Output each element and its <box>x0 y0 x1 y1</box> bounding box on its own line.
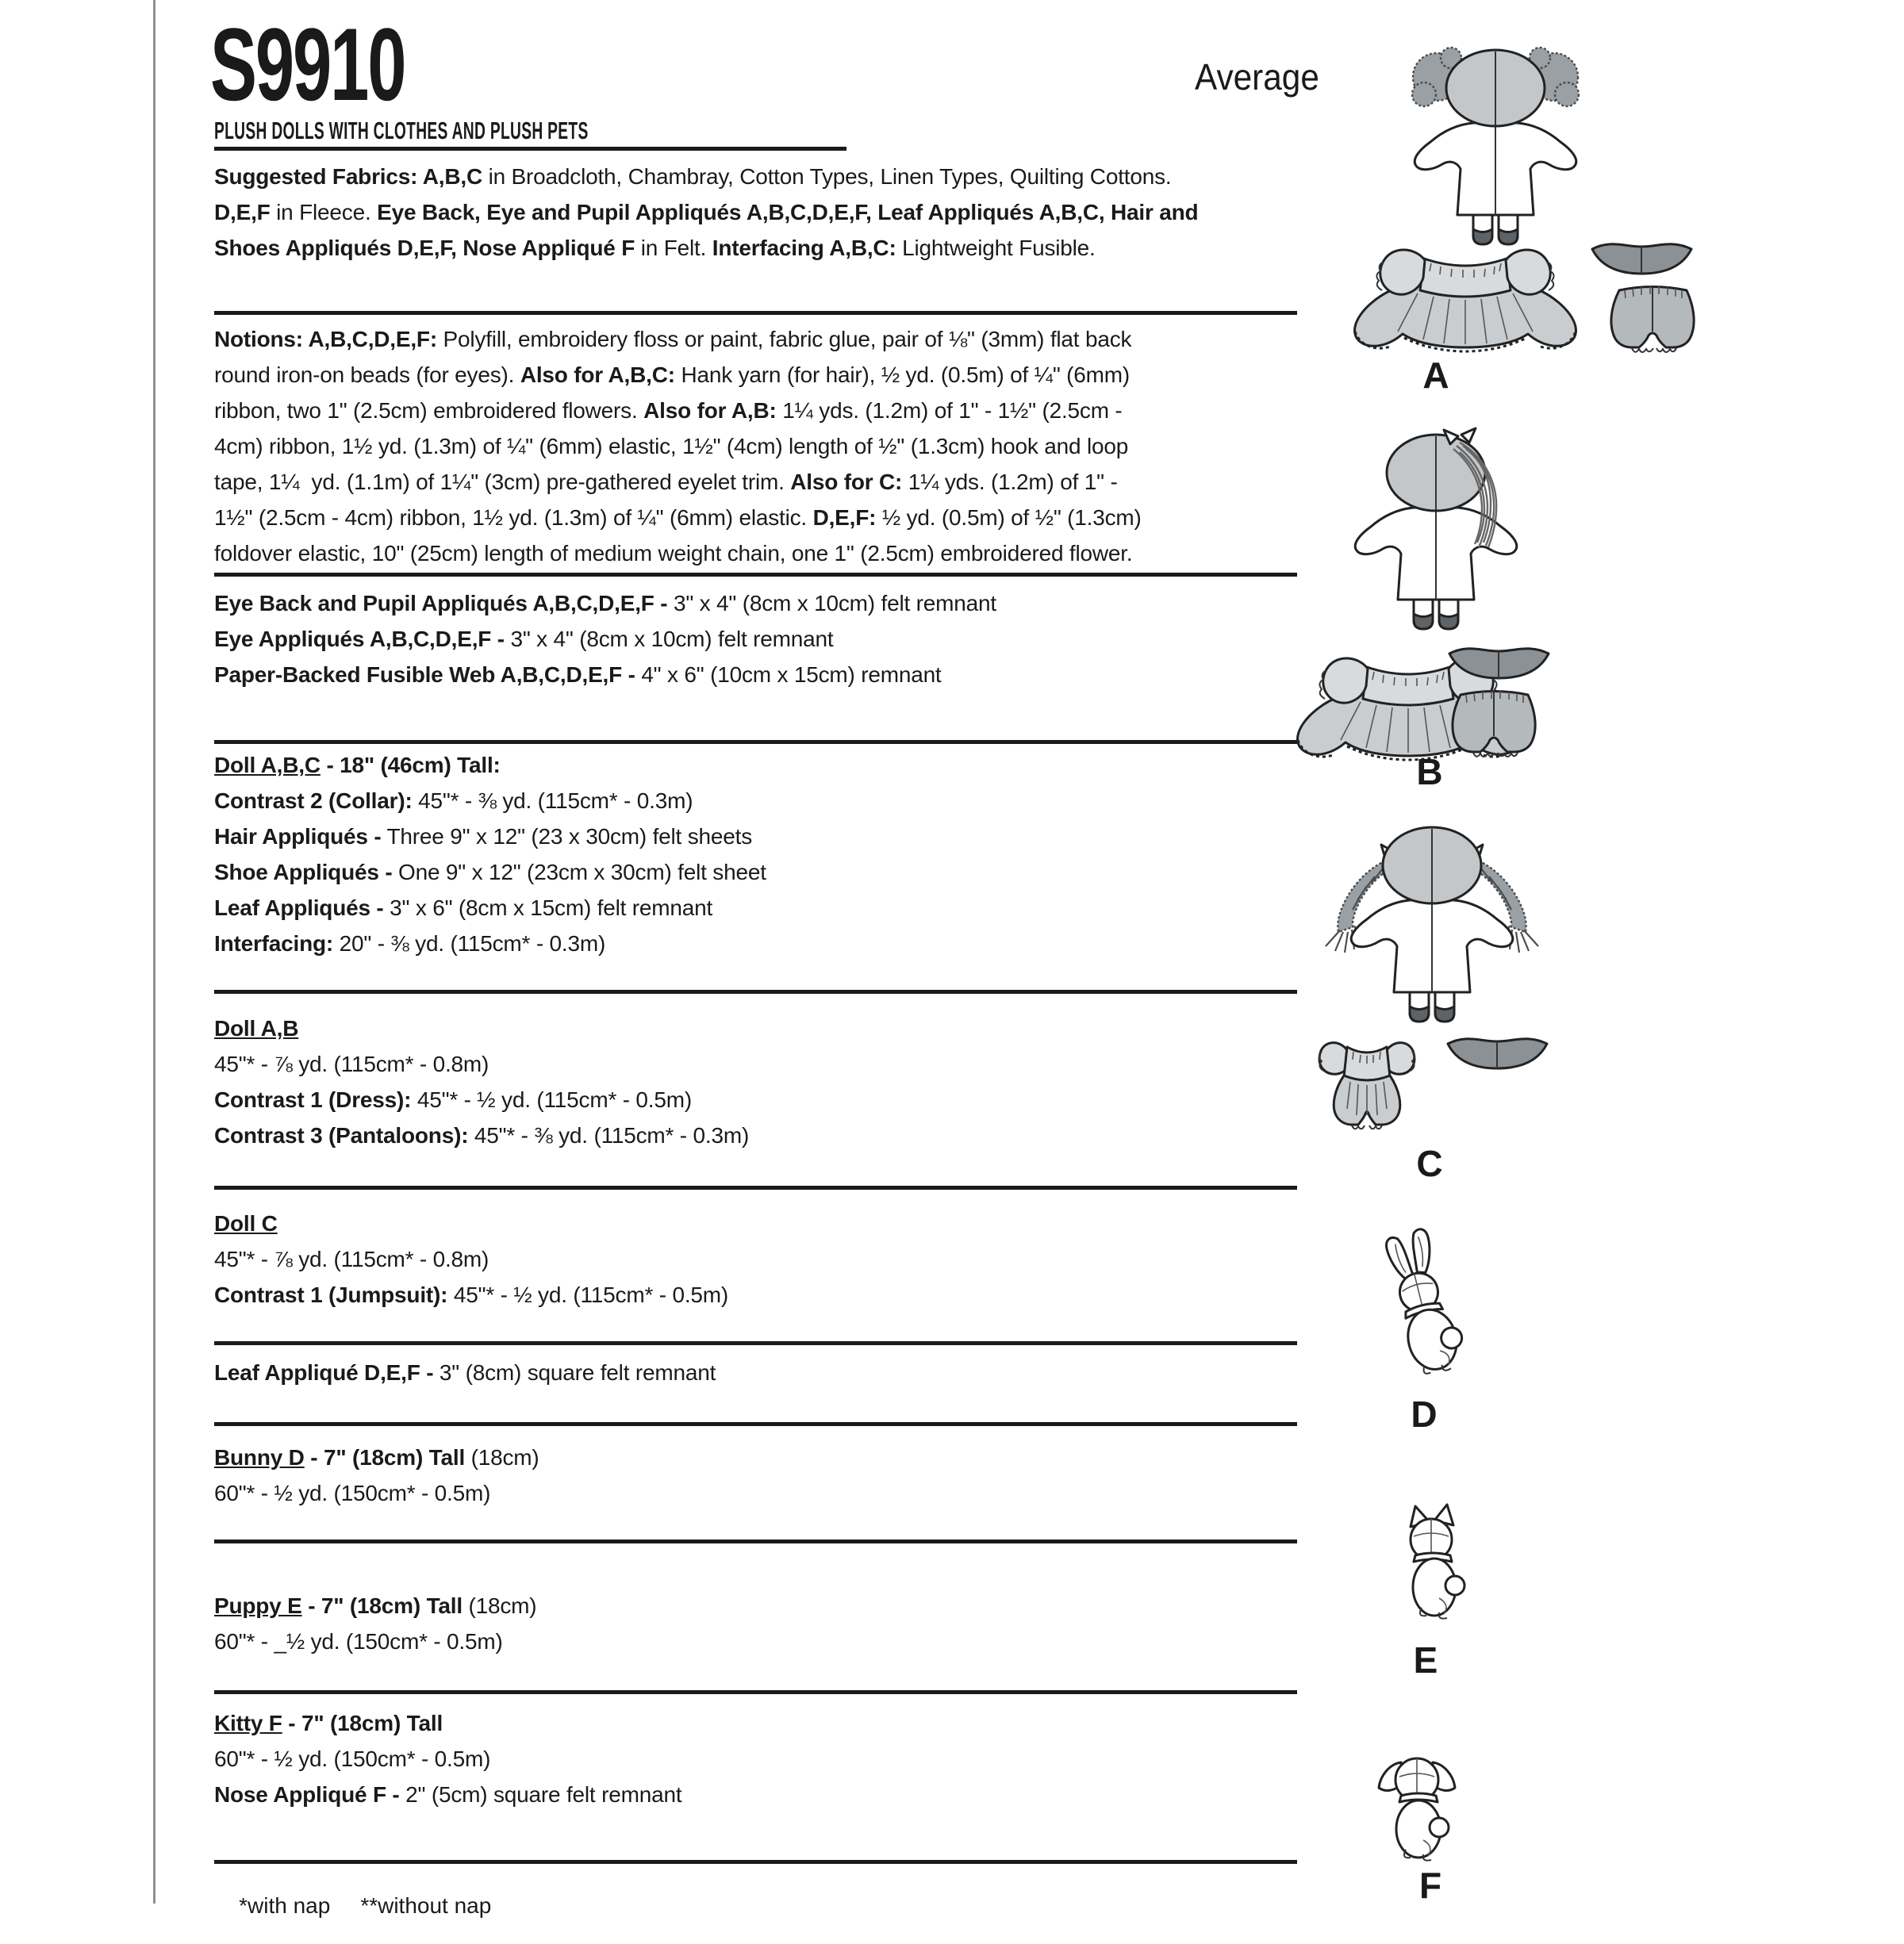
text-line: 45"* - ⅞ yd. (115cm* - 0.8m) <box>214 1247 489 1271</box>
text-line: 60"* - ½ yd. (150cm* - 0.5m) <box>214 1481 491 1505</box>
jumpsuit-c-illustration <box>1315 1030 1418 1133</box>
text-line: Kitty F - 7" (18cm) Tall <box>214 1711 443 1735</box>
text-line: Contrast 2 (Collar): 45"* - ⅜ yd. (115cm* - 0.3m) <box>214 788 693 813</box>
text-line: Contrast 3 (Pantaloons): 45"* - ⅜ yd. (115cm* - 0.3m) <box>214 1123 750 1148</box>
divider-above-puppy-e <box>214 1539 1297 1543</box>
puppy-e-illustration <box>1387 1503 1478 1622</box>
text-line: Eye Back and Pupil Appliqués A,B,C,D,E,F - 3" x 4" (8cm x 10cm) felt remnant <box>214 591 996 615</box>
pattern-number: S9910 <box>210 6 405 122</box>
divider-above-kitty-f <box>214 1690 1297 1694</box>
pantaloons-a-illustration <box>1607 278 1699 361</box>
doll-a-back-illustration <box>1400 44 1591 250</box>
text-line: Leaf Appliqués - 3" x 6" (8cm x 15cm) felt remnant <box>214 895 713 920</box>
text-line: 45"* - ⅞ yd. (115cm* - 0.8m) <box>214 1052 489 1076</box>
collar-b-illustration <box>1445 641 1553 681</box>
text-line: 60"* - _½ yd. (150cm* - 0.5m) <box>214 1629 503 1654</box>
collar-a-illustration <box>1588 236 1695 276</box>
divider-under-notions <box>214 573 1297 577</box>
text-line: Notions: A,B,C,D,E,F: Polyfill, embroidery floss or paint, fabric glue, pair of ⅛" (3mm) flat back <box>214 327 1132 351</box>
doll-c-back-illustration <box>1313 821 1551 1027</box>
section-doll-ab <box>214 1010 749 1153</box>
pantaloons-b-illustration <box>1449 682 1540 765</box>
text-line: Contrast 1 (Dress): 45"* - ½ yd. (115cm* - 0.5m) <box>214 1087 693 1112</box>
section-puppy-e <box>214 1588 536 1659</box>
kitty-f-illustration <box>1366 1743 1469 1862</box>
view-label-c: C <box>1416 1143 1443 1184</box>
text-line: Bunny D - 7" (18cm) Tall (18cm) <box>214 1445 539 1470</box>
divider-above-footnote <box>214 1860 1297 1864</box>
section-doll-abc <box>214 747 766 961</box>
text-line: Interfacing: 20" - ⅜ yd. (115cm* - 0.3m) <box>214 931 606 956</box>
dress-a-illustration <box>1342 238 1588 361</box>
text-line: Shoes Appliqués D,E,F, Nose Appliqué F in Felt. Interfacing A,B,C: Lightweight Fusible. <box>214 236 1096 260</box>
collar-c-illustration <box>1444 1031 1551 1071</box>
text-line: Suggested Fabrics: A,B,C in Broadcloth, Chambray, Cotton Types, Linen Types, Quilting Cottons. <box>214 164 1172 189</box>
divider-under-title <box>214 147 846 151</box>
view-label-d: D <box>1411 1394 1438 1435</box>
doll-b-back-illustration <box>1341 428 1539 642</box>
text-line: Eye Appliqués A,B,C,D,E,F - 3" x 4" (8cm x 10cm) felt remnant <box>214 627 834 651</box>
text-line: D,E,F in Fleece. Eye Back, Eye and Pupil Appliqués A,B,C,D,E,F, Leaf Appliqués A,B,C, Hair and <box>214 200 1199 224</box>
text-line: 1½" (2.5cm - 4cm) ribbon, 1½ yd. (1.3m) of ¼" (6mm) elastic. D,E,F: ½ yd. (0.5m) of ½" (1.3cm) <box>214 505 1142 530</box>
section-bunny-d <box>214 1440 539 1511</box>
text-line: Doll C <box>214 1211 278 1236</box>
nap-footnote <box>214 1868 521 1944</box>
view-label-a: A <box>1422 355 1449 396</box>
text-line: Doll A,B,C - 18" (46cm) Tall: <box>214 753 501 777</box>
text-line: round iron-on beads (for eyes). Also for A,B,C: Hank yarn (for hair), ½ yd. (0.5m) of ¼" (6mm) <box>214 362 1130 387</box>
text-line: 60"* - ½ yd. (150cm* - 0.5m) <box>214 1747 491 1771</box>
divider-above-doll-abc <box>214 740 1297 744</box>
section-leaf-applique <box>214 1355 716 1390</box>
divider-above-bunny-d <box>214 1422 1297 1426</box>
bunny-d-illustration <box>1372 1228 1476 1378</box>
without-nap-note: **without nap <box>360 1893 492 1918</box>
text-line: Contrast 1 (Jumpsuit): 45"* - ½ yd. (115cm* - 0.5m) <box>214 1283 729 1307</box>
view-label-b: B <box>1416 751 1443 792</box>
text-line: Nose Appliqué F - 2" (5cm) square felt remnant <box>214 1782 682 1807</box>
view-label-f: F <box>1418 1865 1442 1906</box>
text-line: tape, 1¼ yd. (1.1m) of 1¼" (3cm) pre-gathered eyelet trim. Also for C: 1¼ yds. (1.2m) of 1" - <box>214 470 1118 494</box>
section-kitty-f <box>214 1705 681 1812</box>
with-nap-note: *with nap <box>239 1893 331 1918</box>
page-edge-line <box>153 0 155 1904</box>
text-line: Paper-Backed Fusible Web A,B,C,D,E,F - 4" x 6" (10cm x 15cm) remnant <box>214 662 942 687</box>
page-title: PLUSH DOLLS WITH CLOTHES AND PLUSH PETS <box>214 117 589 144</box>
notions-paragraph <box>214 321 1142 571</box>
divider-above-leaf <box>214 1341 1297 1345</box>
text-line: foldover elastic, 10" (25cm) length of medium weight chain, one 1" (2.5cm) embroidered flower. <box>214 541 1133 566</box>
divider-above-doll-ab <box>214 990 1297 994</box>
text-line: ribbon, two 1" (2.5cm) embroidered flowers. Also for A,B: 1¼ yds. (1.2m) of 1" - 1½" (2.5cm - <box>214 398 1123 423</box>
section-doll-c <box>214 1206 728 1313</box>
difficulty-rating: Average <box>1195 56 1319 98</box>
text-line: Leaf Appliqué D,E,F - 3" (8cm) square felt remnant <box>214 1360 716 1385</box>
text-line: Puppy E - 7" (18cm) Tall (18cm) <box>214 1593 537 1618</box>
applique-requirements <box>214 585 996 692</box>
view-label-e: E <box>1413 1639 1438 1681</box>
text-line: Shoe Appliqués - One 9" x 12" (23cm x 30cm) felt sheet <box>214 860 766 884</box>
text-line: 4cm) ribbon, 1½ yd. (1.3m) of ¼" (6mm) elastic, 1½" (4cm) length of ½" (1.3cm) hook and loop <box>214 434 1129 458</box>
divider-above-doll-c <box>214 1186 1297 1190</box>
text-line: Doll A,B <box>214 1016 299 1041</box>
text-line: Hair Appliqués - Three 9" x 12" (23 x 30cm) felt sheets <box>214 824 753 849</box>
suggested-fabrics-paragraph <box>214 159 1198 266</box>
divider-above-notions <box>214 311 1297 315</box>
